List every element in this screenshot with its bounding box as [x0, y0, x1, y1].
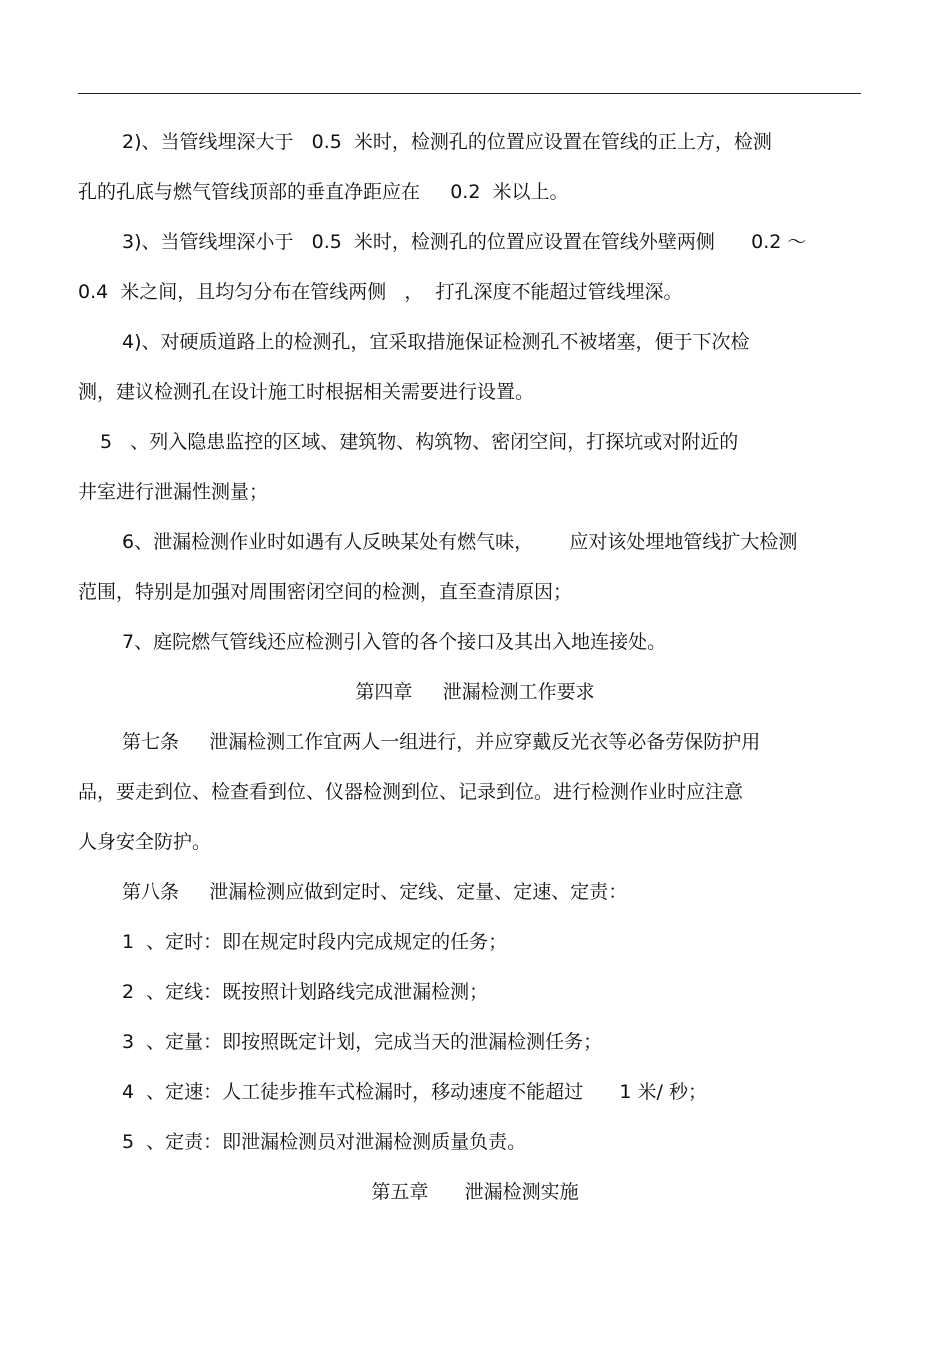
- paragraph-line: 第七条 泄漏检测工作宜两人一组进行，并应穿戴反光衣等必备劳保防护用: [122, 731, 761, 753]
- paragraph-line: 4)、对硬质道路上的检测孔，宜采取措施保证检测孔不被堵塞，便于下次检: [122, 331, 750, 353]
- paragraph-line: 7、庭院燃气管线还应检测引入管的各个接口及其出入地连接处。: [122, 631, 667, 653]
- paragraph-line: 2)、当管线埋深大于 0.5 米时，检测孔的位置应设置在管线的正上方，检测: [122, 131, 772, 153]
- list-item: 3 、定量：即按照既定计划，完成当天的泄漏检测任务；: [122, 1031, 603, 1053]
- chapter-heading-4: 第四章 泄漏检测工作要求: [355, 681, 595, 703]
- paragraph-line: 井室进行泄漏性测量；: [78, 481, 269, 503]
- list-item: 5 、定责：即泄漏检测员对泄漏检测质量负责。: [122, 1131, 527, 1153]
- list-item: 2 、定线：既按照计划路线完成泄漏检测；: [122, 981, 489, 1003]
- paragraph-line: 范围，特别是加强对周围密闭空间的检测，直至查清原因；: [78, 581, 573, 603]
- paragraph-line: 0.4 米之间，且均匀分布在管线两侧 ， 打孔深度不能超过管线埋深。: [78, 281, 683, 303]
- paragraph-line: 第八条 泄漏检测应做到定时、定线、定量、定速、定责：: [122, 881, 628, 903]
- paragraph-line: 5 、列入隐患监控的区域、建筑物、构筑物、密闭空间，打探坑或对附近的: [100, 431, 739, 453]
- paragraph-line: 孔的孔底与燃气管线顶部的垂直净距应在 0.2 米以上。: [78, 181, 569, 203]
- paragraph-line: 品，要走到位、检查看到位、仪器检测到位、记录到位。进行检测作业时应注意: [78, 781, 744, 803]
- chapter-heading-5: 第五章 泄漏检测实施: [371, 1181, 579, 1203]
- paragraph-line: 人身安全防护。: [78, 831, 212, 853]
- paragraph-line: 测，建议检测孔在设计施工时根据相关需要进行设置。: [78, 381, 535, 403]
- header-rule: [78, 93, 861, 94]
- list-item: 1 、定时：即在规定时段内完成规定的任务；: [122, 931, 508, 953]
- list-item: 4 、定速：人工徒步推车式检漏时，移动速度不能超过 1 米/ 秒；: [122, 1081, 707, 1103]
- paragraph-line: 3)、当管线埋深小于 0.5 米时，检测孔的位置应设置在管线外壁两侧 0.2 ～: [122, 231, 807, 253]
- paragraph-line: 6、泄漏检测作业时如遇有人反映某处有燃气味， 应对该处埋地管线扩大检测: [122, 531, 798, 553]
